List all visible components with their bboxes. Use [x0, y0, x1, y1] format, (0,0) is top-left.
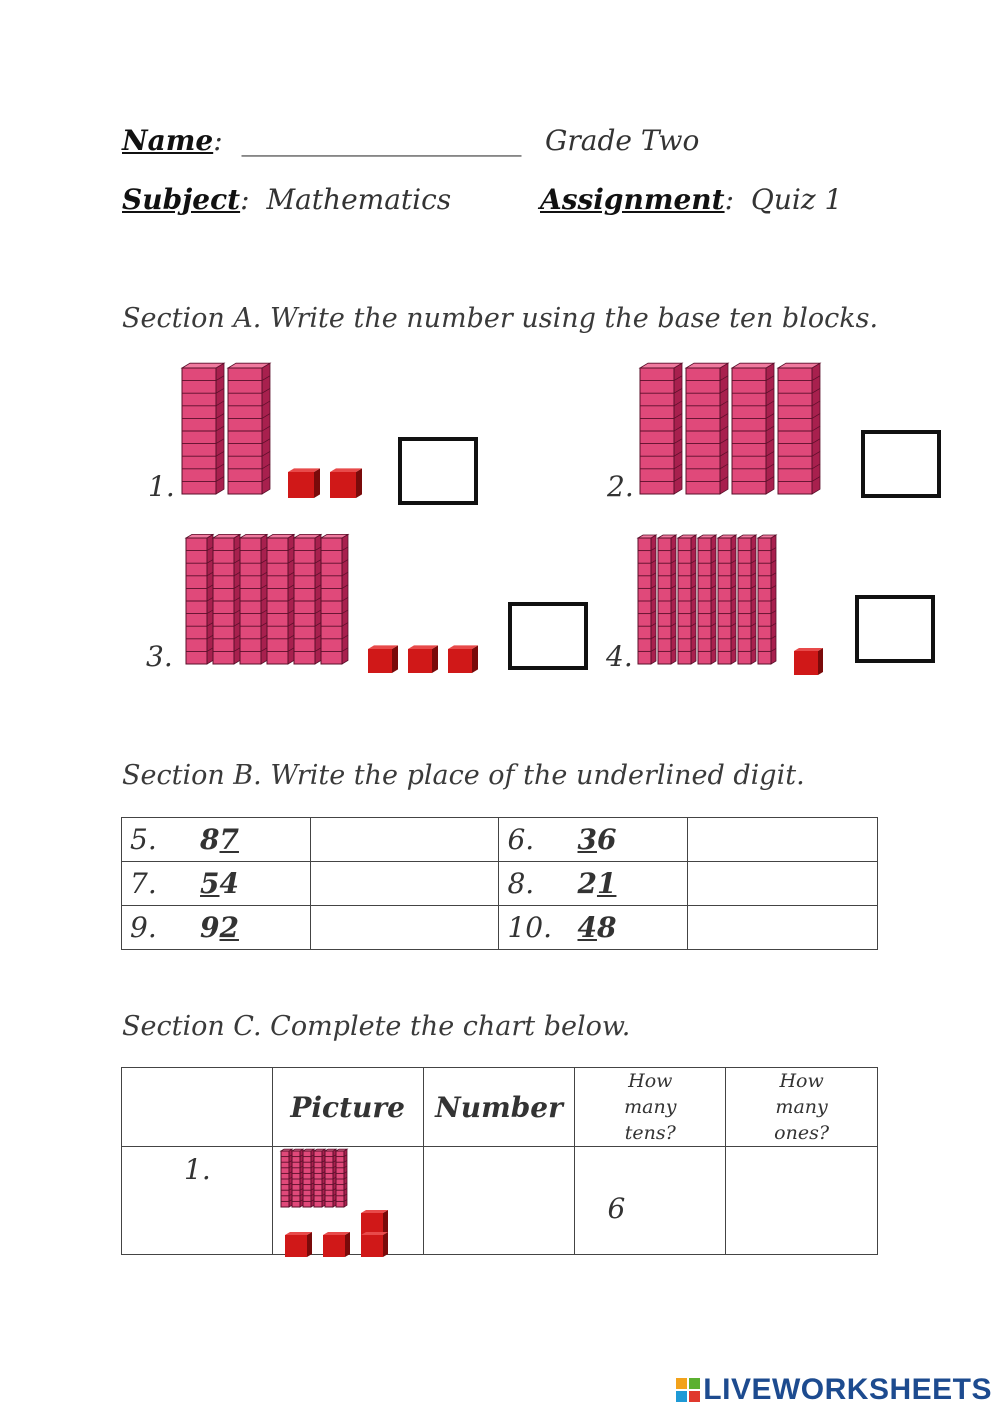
- liveworksheets-logo-icon: [675, 1377, 701, 1403]
- assignment-row: Assignment: Quiz 1: [540, 183, 843, 216]
- cube-front: [361, 1213, 383, 1235]
- underlined-digit: 5: [200, 867, 220, 900]
- ten-rod: [281, 1149, 292, 1207]
- ten-rod: [718, 535, 736, 664]
- chart-header-picture: Picture: [272, 1068, 423, 1147]
- cube-side: [392, 645, 398, 673]
- digit: 2: [577, 867, 597, 900]
- digit: 4: [219, 867, 239, 900]
- place-value-question-cell: [122, 906, 311, 950]
- one-cube: [368, 645, 398, 673]
- section-a-title: Section A. Write the number using the base ten blocks.: [122, 303, 879, 334]
- cube-front: [408, 649, 432, 673]
- ten-rod: [678, 535, 696, 664]
- place-value-answer-cell[interactable]: [310, 906, 499, 950]
- question-value: [577, 911, 616, 944]
- one-cube: [408, 645, 438, 673]
- chart-header-ones-text: How many ones?: [774, 1070, 830, 1144]
- underlined-digit: 4: [577, 911, 597, 944]
- digit: 9: [200, 911, 220, 944]
- cube-front: [361, 1235, 383, 1257]
- base-ten-blocks-chart: [281, 1147, 411, 1255]
- question-value: [577, 823, 616, 856]
- digit: 6: [596, 823, 617, 856]
- ten-rod: [240, 534, 267, 664]
- ten-rod: [698, 535, 716, 664]
- cube-side: [307, 1232, 312, 1257]
- question-4-number: 4.: [606, 640, 633, 673]
- place-value-row: [122, 818, 878, 862]
- chart-header-blank: [122, 1068, 273, 1147]
- chart-row-1: [122, 1147, 878, 1255]
- place-value-question-cell: [499, 818, 688, 862]
- ten-rod: [658, 535, 676, 664]
- base-ten-blocks-q3: [186, 532, 486, 672]
- cube-side: [432, 645, 438, 673]
- place-value-table: [121, 817, 878, 950]
- subject-label: Subject: [122, 183, 241, 216]
- one-cube: [448, 645, 478, 673]
- place-value-answer-cell[interactable]: [310, 862, 499, 906]
- place-value-answer-cell[interactable]: [688, 906, 878, 950]
- place-value-row: [122, 906, 878, 950]
- ten-rod: [732, 363, 774, 494]
- base-ten-blocks-q4: [638, 532, 838, 672]
- question-number: 10.: [507, 911, 553, 944]
- logo-square-2: [689, 1378, 700, 1389]
- name-blank[interactable]: ____________________: [241, 124, 522, 157]
- question-number: 8.: [507, 867, 535, 900]
- chart-row-number: 1.: [122, 1147, 273, 1255]
- ten-rod: [303, 1149, 314, 1207]
- ten-rod: [294, 534, 321, 664]
- cube-side: [356, 468, 362, 498]
- chart-tens-cell[interactable]: 6: [575, 1147, 726, 1255]
- ten-rod: [267, 534, 294, 664]
- cube-side: [472, 645, 478, 673]
- section-c-title: Section C. Complete the chart below.: [122, 1011, 631, 1042]
- ten-rod: [758, 535, 776, 664]
- underlined-digit: 7: [219, 823, 239, 856]
- ten-rod: [640, 363, 682, 494]
- answer-box-q2[interactable]: [861, 430, 941, 498]
- logo-square-1: [676, 1378, 687, 1389]
- liveworksheets-brand: LIVEWORKSHEETS: [703, 1373, 992, 1406]
- place-value-answer-cell[interactable]: [310, 818, 499, 862]
- question-value: [200, 911, 239, 944]
- chart-header-tens: [575, 1068, 726, 1147]
- name-label: Name: [122, 124, 214, 157]
- ten-rod: [686, 363, 728, 494]
- name-row: Name: ____________________: [122, 124, 522, 157]
- cube-front: [448, 649, 472, 673]
- ten-rod: [292, 1149, 303, 1207]
- cube-front: [285, 1235, 307, 1257]
- rod-top: [182, 363, 224, 368]
- one-cube: [323, 1232, 350, 1257]
- rod-top: [228, 363, 270, 368]
- cube-side: [383, 1232, 388, 1257]
- ten-rod: [738, 535, 756, 664]
- place-value-answer-cell[interactable]: [688, 862, 878, 906]
- one-cube: [361, 1232, 388, 1257]
- chart-header-ones: [726, 1068, 878, 1147]
- ten-rod: [182, 363, 224, 494]
- question-number: 6.: [507, 823, 535, 856]
- grade-label: Grade Two: [545, 124, 700, 157]
- rod-top: [686, 363, 728, 368]
- question-value: [200, 823, 239, 856]
- one-cube: [361, 1210, 388, 1235]
- underlined-digit: 1: [596, 867, 617, 900]
- chart-header-tens-text: How many tens?: [624, 1070, 677, 1144]
- rod-top: [640, 363, 682, 368]
- chart-ones-cell[interactable]: [726, 1147, 878, 1255]
- cube-side: [818, 648, 823, 675]
- ten-rod: [314, 1149, 325, 1207]
- rod-top: [778, 363, 820, 368]
- underlined-digit: 3: [577, 823, 597, 856]
- answer-box-q4[interactable]: [855, 595, 935, 663]
- one-cube: [285, 1232, 312, 1257]
- cube-front: [288, 472, 314, 498]
- ten-rod: [228, 363, 270, 494]
- place-value-question-cell: [499, 862, 688, 906]
- chart-picture-cell: [272, 1147, 423, 1255]
- assignment-label: Assignment: [540, 183, 725, 216]
- cube-front: [323, 1235, 345, 1257]
- one-cube: [794, 648, 823, 675]
- liveworksheets-logo: [675, 1373, 992, 1407]
- chart-header-number: Number: [423, 1068, 575, 1147]
- cube-side: [383, 1210, 388, 1235]
- cube-side: [345, 1232, 350, 1257]
- ten-rod: [321, 534, 348, 664]
- place-value-question-cell: [122, 862, 311, 906]
- question-value: [577, 867, 616, 900]
- question-2-number: 2.: [607, 470, 634, 503]
- question-value: [200, 867, 239, 900]
- question-3-number: 3.: [146, 640, 173, 673]
- one-cube: [288, 468, 320, 498]
- rod-top: [732, 363, 774, 368]
- answer-box-q3[interactable]: [508, 602, 588, 670]
- underlined-digit: 2: [219, 911, 239, 944]
- cube-front: [330, 472, 356, 498]
- ten-rod: [778, 363, 820, 494]
- answer-box-q1[interactable]: [398, 437, 478, 505]
- complete-chart: [121, 1067, 878, 1255]
- ten-rod: [186, 534, 213, 664]
- subject-row: Subject: Mathematics: [122, 183, 452, 216]
- digit: 8: [200, 823, 220, 856]
- assignment-value: Quiz 1: [750, 183, 843, 216]
- question-number: 7.: [130, 867, 157, 900]
- logo-square-4: [689, 1391, 700, 1402]
- question-number: 9.: [130, 911, 157, 944]
- chart-header-row: [122, 1068, 878, 1147]
- place-value-row: [122, 862, 878, 906]
- cube-side: [314, 468, 320, 498]
- place-value-question-cell: [499, 906, 688, 950]
- question-1-number: 1.: [148, 470, 175, 503]
- logo-square-3: [676, 1391, 687, 1402]
- base-ten-blocks-q2: [640, 362, 840, 502]
- base-ten-blocks-q1: [182, 362, 372, 502]
- subject-value: Mathematics: [266, 183, 452, 216]
- ten-rod: [325, 1149, 336, 1207]
- ten-rod: [336, 1149, 347, 1207]
- ten-rod: [638, 535, 656, 664]
- digit: 8: [596, 911, 617, 944]
- cube-front: [368, 649, 392, 673]
- section-b-title: Section B. Write the place of the underlined digit.: [122, 760, 805, 791]
- question-number: 5.: [130, 823, 157, 856]
- chart-number-cell[interactable]: [423, 1147, 575, 1255]
- cube-front: [794, 651, 818, 675]
- cube-top: [794, 648, 823, 651]
- ten-rod: [213, 534, 240, 664]
- one-cube: [330, 468, 362, 498]
- place-value-question-cell: [122, 818, 311, 862]
- place-value-answer-cell[interactable]: [688, 818, 878, 862]
